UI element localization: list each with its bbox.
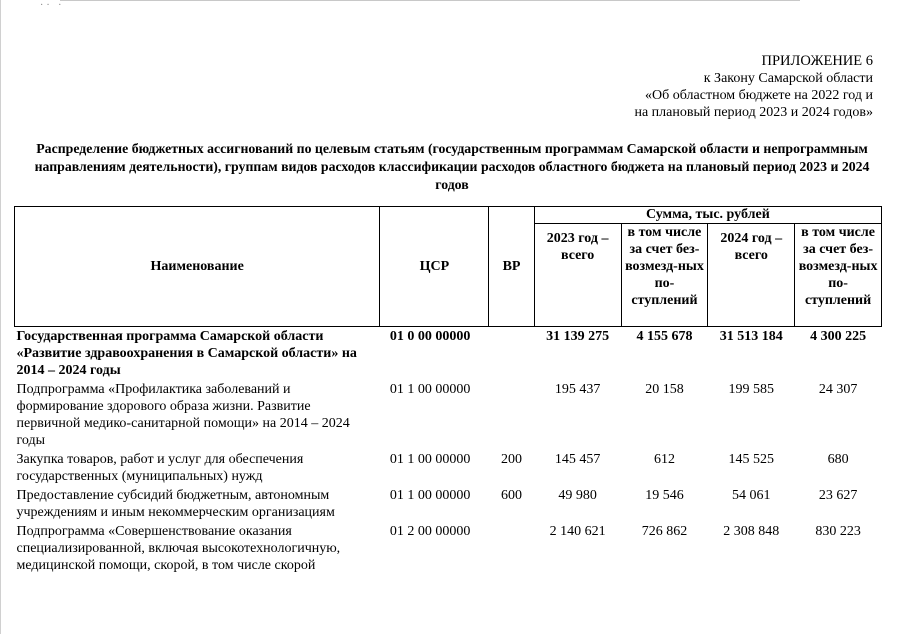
row-2024-total: 54 061: [731, 488, 771, 503]
table-row: [15, 327, 882, 381]
row-name: Государственная программа Самарской области «Развитие здравоохранения в Самарской области» на 2014 – 2024 годы: [16, 329, 357, 378]
scan-edge-left: [0, 0, 1, 634]
budget-table: [14, 206, 882, 575]
table-row: [15, 380, 882, 450]
document-title: Распределение бюджетных ассигнований по целевым статьям (государственным программам Самарской области и непрограммным направлениям деятельности), группам видов расходов классификации расходов областного бюджета на плановый период 2023 и 2024 годов: [34, 141, 870, 192]
row-2023-total: 195 437: [554, 382, 601, 397]
row-vr: 600: [501, 488, 523, 503]
row-2023-total: 145 457: [554, 452, 601, 467]
table-row: [15, 450, 882, 486]
row-2024-total: 31 513 184: [719, 329, 783, 344]
row-name: Закупка товаров, работ и услуг для обеспечения государственных (муниципальных) нужд: [16, 452, 304, 484]
row-vr: [489, 380, 534, 450]
appendix-line: на плановый период 2023 и 2024 годов»: [634, 105, 873, 120]
row-name: Подпрограмма «Совершенствование оказания специализированной, включая высокотехнологичную, медицинской помощи, скорой, в том числе скорой: [16, 524, 341, 573]
row-name: Подпрограмма «Профилактика заболеваний и формирование здорового образа жизни. Развитие первичной медико-санитарной помощи» на 2014 – 2024 годы: [16, 382, 350, 448]
row-2024-total: 145 525: [728, 452, 774, 467]
row-vr: 200: [501, 452, 523, 467]
row-2024-free: 24 307: [818, 382, 858, 397]
header-2024-free: в том числе за счет без-возмезд-ных по-ступлений: [795, 224, 882, 327]
row-name: Предоставление субсидий бюджетным, автономным учреждениям и иным некоммерческим организациям: [16, 488, 335, 520]
scan-specks: ·· ·: [40, 0, 65, 11]
header-2023-free: в том числе за счет без-возмезд-ных по-ступлений: [621, 224, 708, 327]
header-csr: ЦСР: [380, 207, 489, 327]
row-2024-total: 199 585: [728, 382, 774, 397]
scan-edge-top: [60, 0, 800, 2]
header-2023-total: 2023 год – всего: [534, 224, 621, 327]
row-2023-free: 20 158: [645, 382, 684, 397]
row-csr: 01 1 00 00000: [389, 488, 471, 503]
row-2023-total: 49 980: [558, 488, 597, 503]
row-csr: 01 1 00 00000: [389, 382, 471, 397]
row-vr: [489, 327, 534, 381]
row-2024-free: 23 627: [818, 488, 858, 503]
row-2023-free: 19 546: [645, 488, 684, 503]
appendix-line: «Об областном бюджете на 2022 год и: [645, 88, 873, 103]
table-row: [15, 486, 882, 522]
row-2024-free: 4 300 225: [810, 329, 867, 344]
table-row: [15, 522, 882, 575]
row-csr: 01 0 00 00000: [389, 329, 471, 344]
row-2024-free: 830 223: [815, 524, 861, 539]
appendix-heading: ПРИЛОЖЕНИЕ 6: [761, 53, 873, 69]
table-body: [15, 327, 882, 576]
header-vr: ВР: [489, 207, 534, 327]
row-csr: 01 1 00 00000: [389, 452, 471, 467]
row-csr: 01 2 00 00000: [389, 524, 471, 539]
row-2024-total: 2 308 848: [723, 524, 780, 539]
header-name: Наименование: [15, 207, 380, 327]
row-vr: [489, 522, 534, 575]
row-2023-free: 726 862: [641, 524, 688, 539]
header-sum: Сумма, тыс. рублей: [534, 207, 881, 224]
row-2023-total: 2 140 621: [549, 524, 606, 539]
table-header: [15, 207, 882, 327]
appendix-line: к Закону Самарской области: [703, 71, 873, 86]
header-2024-total: 2024 год – всего: [708, 224, 795, 327]
row-2023-total: 31 139 275: [546, 329, 610, 344]
appendix-block: [553, 53, 873, 121]
row-2023-free: 612: [653, 452, 675, 467]
row-2024-free: 680: [827, 452, 849, 467]
row-2023-free: 4 155 678: [636, 329, 693, 344]
